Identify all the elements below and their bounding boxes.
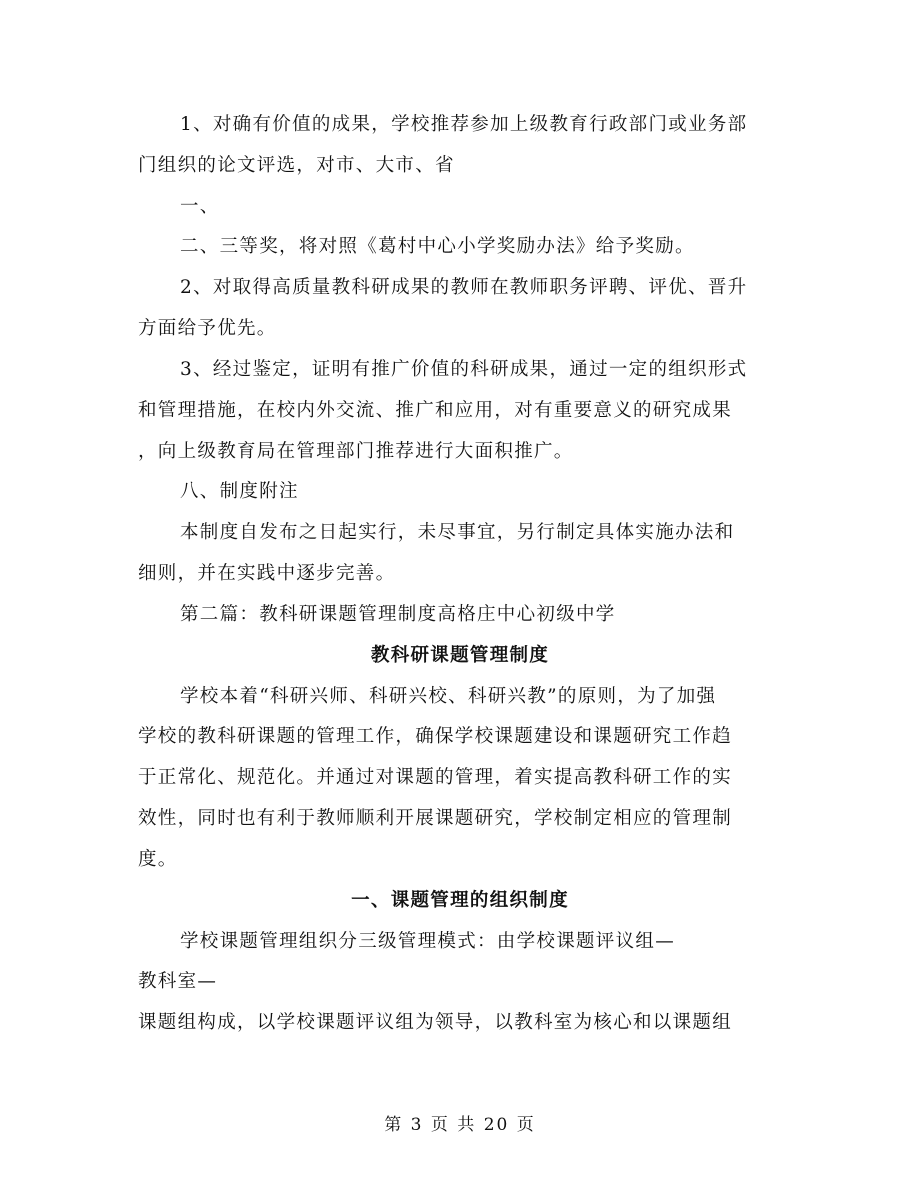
paragraph-line: 学校课题管理组织分三级管理模式：由学校课题评议组— [180,931,676,952]
chapter-title: 第二篇：教科研课题管理制度高格庄中心初级中学 [180,604,616,625]
paragraph-line: 3、经过鉴定，证明有推广价值的科研成果，通过一定的组织形式 [180,359,748,380]
paragraph-line: 门组织的论文评选，对市、大市、省 [138,155,455,176]
paragraph-line: 效性，同时也有利于教师顺利开展课题研究，学校制定相应的管理制 [138,808,733,829]
paragraph-line: 2、对取得高质量教科研成果的教师在教师职务评聘、评优、晋升 [180,277,748,298]
paragraph-line: 方面给予优先。 [138,318,277,339]
page-footer: 第 3 页 共 20 页 [384,1115,536,1135]
paragraph-line: 1、对确有价值的成果，学校推荐参加上级教育行政部门或业务部 [180,114,748,135]
paragraph-line: 于正常化、规范化。并通过对课题的管理，着实提高教科研工作的实 [138,767,733,788]
paragraph-line: 学校本着“科研兴师、科研兴校、科研兴教”的原则，为了加强 [180,686,717,707]
paragraph-line: 学校的教科研课题的管理工作，确保学校课题建设和课题研究工作趋 [138,726,733,747]
main-heading: 教科研课题管理制度 [370,645,550,666]
paragraph-line: 度。 [138,849,178,870]
paragraph-line: 和管理措施，在校内外交流、推广和应用，对有重要意义的研究成果 [138,400,733,421]
paragraph-line: 本制度自发布之日起实行，未尽事宜，另行制定具体实施办法和 [180,522,735,543]
paragraph-line: ，向上级教育局在管理部门推荐进行大面积推广。 [138,441,574,462]
paragraph-line: 课题组构成，以学校课题评议组为领导，以教科室为核心和以课题组 [138,1012,733,1033]
section-title: 八、制度附注 [180,481,299,502]
paragraph-line: 一、 [180,196,220,217]
paragraph-line: 细则，并在实践中逐步完善。 [138,563,396,584]
section-heading: 一、课题管理的组织制度 [351,890,569,911]
paragraph-line: 教科室— [138,971,218,992]
paragraph-line: 二、三等奖，将对照《葛村中心小学奖励办法》给予奖励。 [180,236,695,257]
